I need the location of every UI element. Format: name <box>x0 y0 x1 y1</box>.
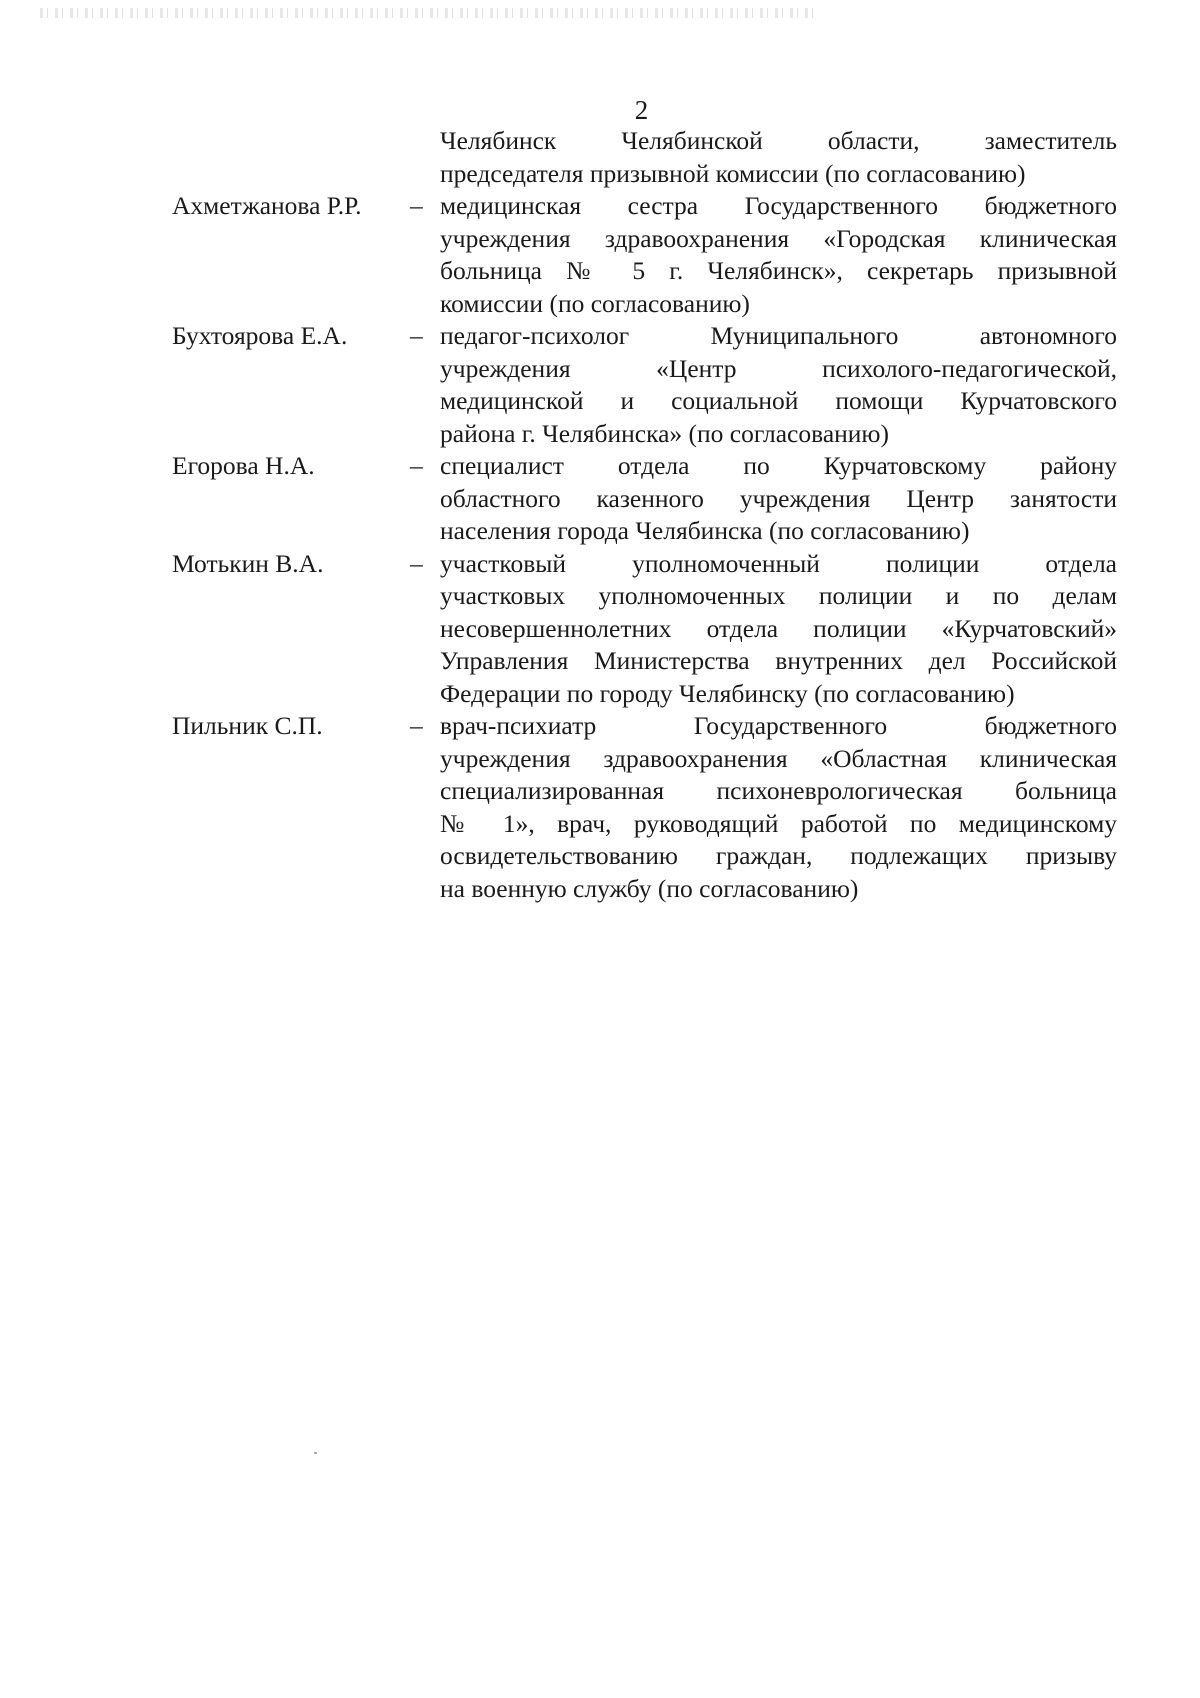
member-name: Ахметжанова Р.Р. <box>172 191 362 220</box>
text-line: медицинской и социальной помощи Курчатовского <box>440 386 1117 415</box>
text-line: медицинская сестра Государственного бюджетного <box>440 191 1117 220</box>
text-line: больница № 5 г. Челябинск», секретарь призывной <box>440 256 1117 285</box>
member-name: Бухтоярова Е.А. <box>172 321 348 350</box>
text-line: специалист отдела по Курчатовскому району <box>440 451 1117 480</box>
scan-artifact-top <box>40 8 820 18</box>
text-line: № 1», врач, руководящий работой по медицинскому <box>440 808 1117 838</box>
text-line: комиссии (по согласованию) <box>440 288 750 318</box>
text-line: председателя призывной комиссии (по согласованию) <box>440 158 1026 188</box>
scan-speck <box>314 1452 317 1454</box>
text-line: специализированная психоневрологическая больница <box>440 776 1117 805</box>
member-dash: – <box>410 451 423 480</box>
member-dash: – <box>410 321 423 350</box>
text-line: на военную службу (по согласованию) <box>440 873 859 903</box>
text-line: участковых уполномоченных полиции и по делам <box>440 581 1117 610</box>
text-line: учреждения здравоохранения «Городская клиническая <box>440 223 1117 253</box>
text-line: населения города Челябинска (по согласованию) <box>440 516 970 545</box>
text-line: педагог-психолог Муниципального автономного <box>440 321 1117 350</box>
text-line: участковый уполномоченный полиции отдела <box>440 548 1117 578</box>
text-line: областного казенного учреждения Центр занятости <box>440 483 1117 513</box>
member-name: Егорова Н.А. <box>172 451 315 480</box>
member-name: Пильник С.П. <box>172 711 323 740</box>
text-line: освидетельствованию граждан, подлежащих призыву <box>440 841 1117 870</box>
member-dash: – <box>410 711 423 740</box>
text-line: района г. Челябинска» (по согласованию) <box>440 418 889 448</box>
member-name: Мотькин В.А. <box>172 548 324 578</box>
text-line: Федерации по городу Челябинску (по согласованию) <box>440 678 1015 708</box>
text-line: несовершеннолетних отдела полиции «Курчатовский» <box>440 613 1117 643</box>
member-dash: – <box>410 548 423 578</box>
text-line: врач-психиатр Государственного бюджетного <box>440 711 1117 740</box>
text-line: учреждения здравоохранения «Областная клиническая <box>440 743 1117 773</box>
page-number: 2 <box>634 95 649 125</box>
text-line: Челябинск Челябинской области, заместитель <box>440 126 1117 155</box>
member-dash: – <box>410 191 423 220</box>
text-line: учреждения «Центр психолого-педагогической, <box>440 353 1117 383</box>
text-line: Управления Министерства внутренних дел Российской <box>440 646 1117 675</box>
